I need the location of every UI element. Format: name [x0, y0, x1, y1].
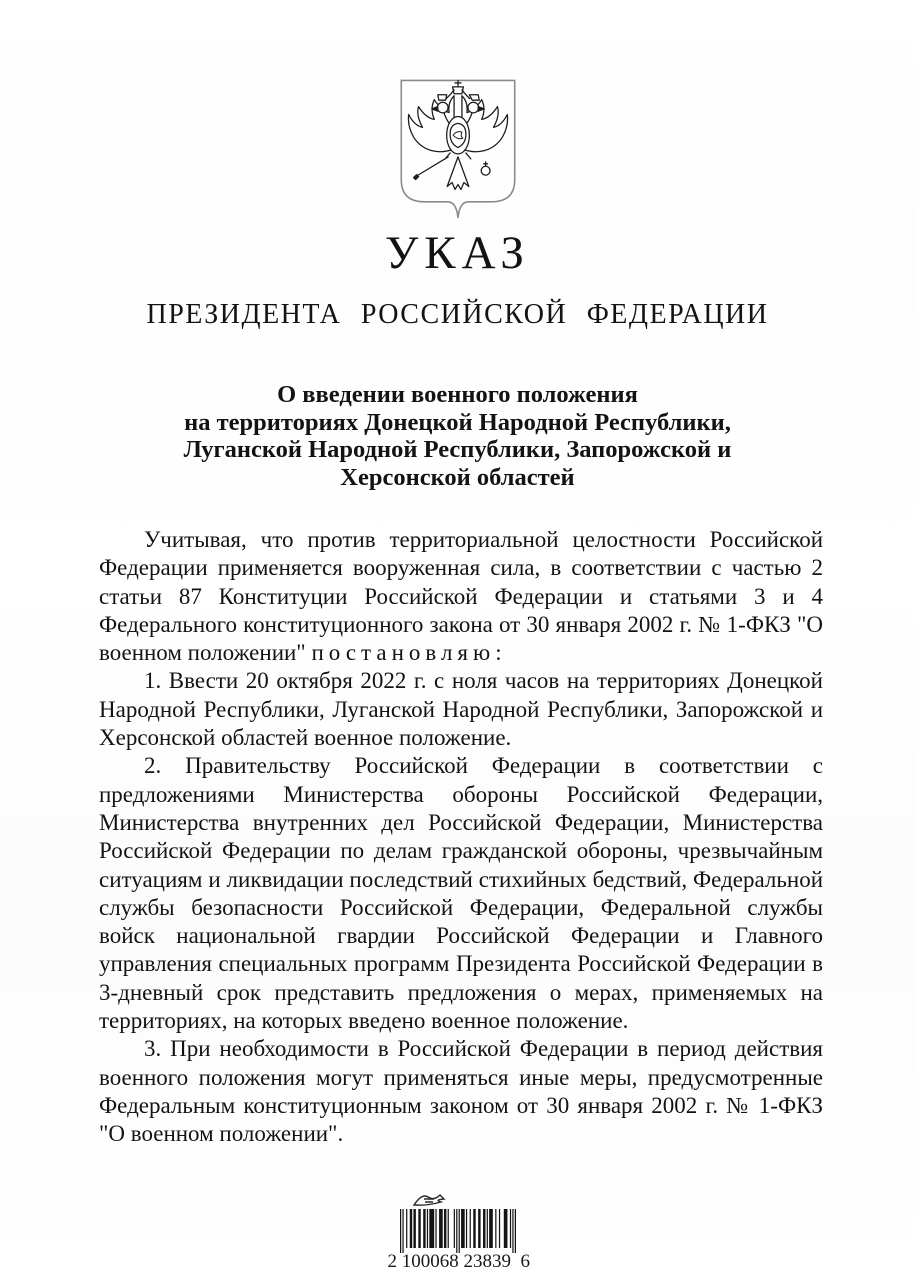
document-title: УКАЗ [385, 227, 530, 279]
barcode-number: 2 100068 23839 6 [387, 1251, 530, 1272]
registration-barcode-block [388, 1190, 528, 1273]
document-subtitle: ПРЕЗИДЕНТА РОССИЙСКОЙ ФЕДЕРАЦИИ [146, 299, 769, 330]
double-headed-eagle-icon [398, 78, 518, 222]
heading-line: Херсонской областей [340, 463, 575, 491]
item-1-paragraph: 1. Ввести 20 октября 2022 г. с ноля часов на территориях Донецкой Народной Республики, Луганской Народной Республики, Запорожской и Херсонской областей военное положение. [99, 668, 823, 751]
coat-of-arms-emblem [398, 78, 518, 222]
barcode-image [400, 1209, 516, 1253]
heading-line: О введении военного положения [277, 381, 638, 408]
heading-line: на территориях Донецкой Народной Республики, [184, 408, 731, 436]
stamp-scribble-icon [410, 1190, 450, 1208]
decree-subject-heading [120, 381, 795, 491]
item-3-paragraph: 3. При необходимости в Российской Федерации в период действия военного положения могут применяться иные меры, предусмотренные Федеральным конституционным законом от 30 января 2002 г. № 1-ФКЗ "О военном положении". [99, 1036, 823, 1147]
item-2-paragraph: 2. Правительству Российской Федерации в соответствии с предложениями Министерства обороны Российской Федерации, Министерства внутренних дел Российской Федерации, Министерства Российской Федерации по делам гражданской обороны, чрезвычайным ситуациям и ликвидации последствий стихийных бедствий, Федеральной службы безопасности Российской Федерации, Федеральной службы войск национальной гвардии Российской Федерации и Главного управления специальных программ Президента Российской Федерации в 3-дневный срок представить предложения о мерах, применяемых на территориях, на которых введено военное положение. [99, 753, 823, 1034]
heading-line: Луганской Народной Республики, Запорожской и [183, 436, 732, 463]
postanovlyayu-word: постановляю: [311, 640, 507, 666]
preamble-paragraph: Учитывая, что против территориальной целостности Российской Федерации применяется вооруженная сила, в соответствии с частью 2 статьи 87 Конституции Российской Федерации и статьями 3 и 4 Федерального конституционного закона от 30 января 2002 г. № 1-ФКЗ "О военном положении" постановляю: [99, 527, 823, 666]
decree-body-text [99, 526, 823, 1149]
